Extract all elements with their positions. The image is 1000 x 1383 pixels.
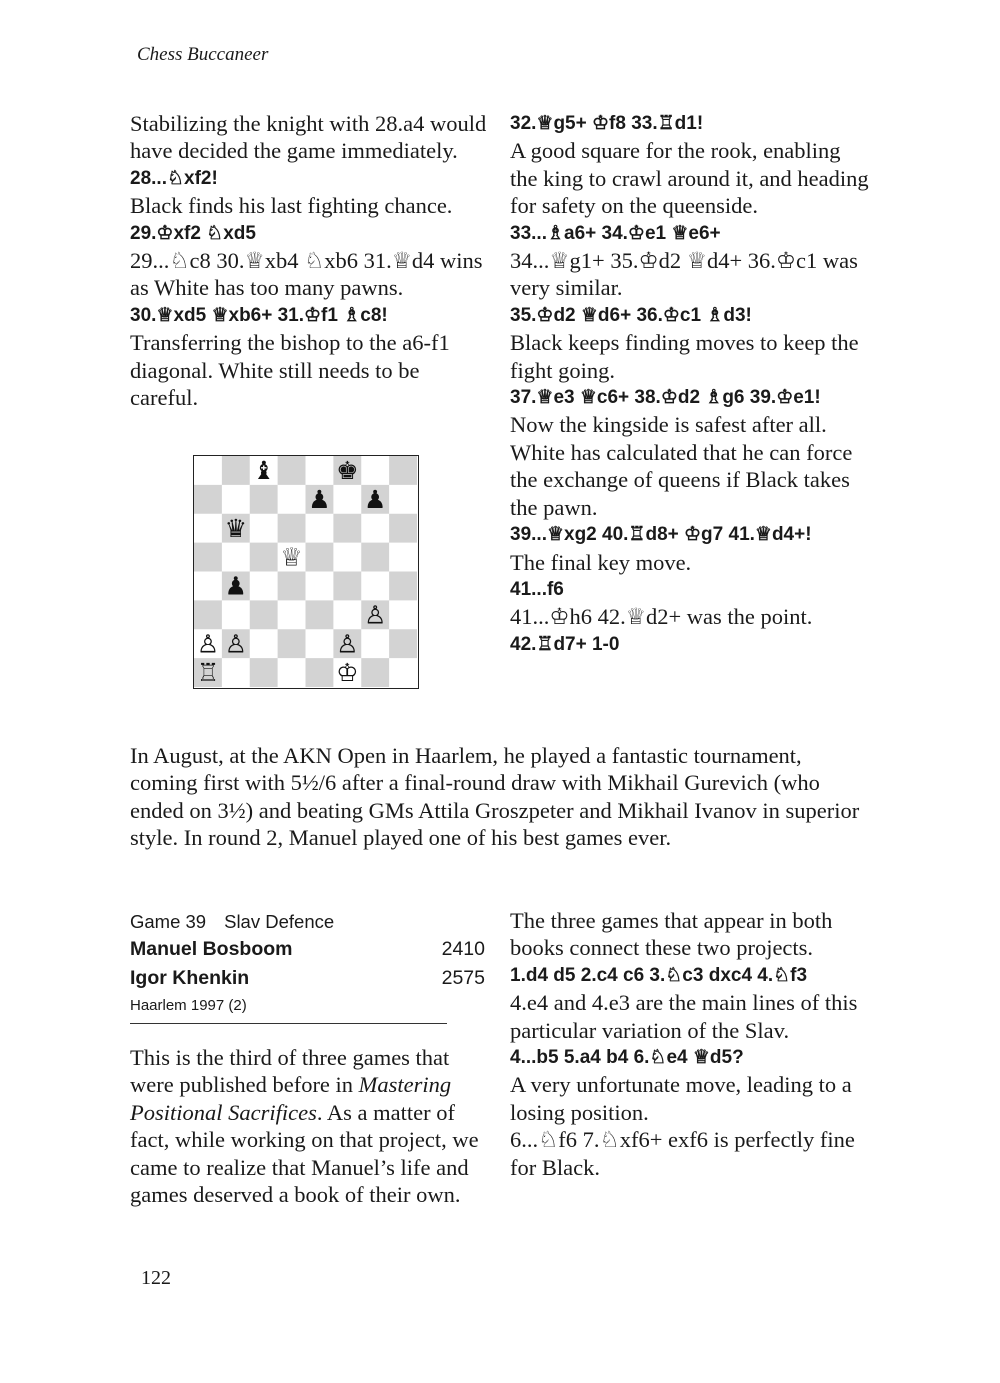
board-square bbox=[194, 600, 222, 629]
text-segment: . As a matter of fact, while working on that project, we came to realize that Manuel’s life and games deserved a book of their own. bbox=[130, 1099, 479, 1208]
board-square bbox=[250, 658, 278, 687]
board-square bbox=[361, 514, 389, 543]
move-line: 42.♖d7+ 1-0 bbox=[510, 633, 620, 655]
board-square bbox=[361, 543, 389, 572]
chess-piece-white: ♙ bbox=[196, 629, 220, 659]
board-square bbox=[389, 572, 417, 601]
board-square bbox=[306, 600, 334, 629]
board-square bbox=[306, 543, 334, 572]
move-line: 28...♘xf2! bbox=[130, 167, 218, 189]
board-square bbox=[333, 543, 361, 572]
board-square bbox=[250, 629, 278, 658]
board-square bbox=[333, 514, 361, 543]
chess-piece-white: ♙ bbox=[336, 629, 359, 659]
intro-paragraph: In August, at the AKN Open in Haarlem, he played a fantastic tournament, coming first with 5½/6 after a final-round draw with Mikhail Gurevich (who ended on 3½) and beating GMs Attila Groszpeter and Mikhail Ivanov in superior style. In round 2, Manuel played one of his best games ever. bbox=[130, 743, 860, 851]
move-line: 41...f6 bbox=[510, 578, 564, 600]
move-line: 32.♕g5+ ♔f8 33.♖d1! bbox=[510, 113, 704, 134]
board-square bbox=[222, 600, 250, 629]
board-square bbox=[389, 456, 417, 485]
page-number: 122 bbox=[141, 1267, 171, 1289]
board-square bbox=[389, 514, 417, 543]
move-line: 33...♗a6+ 34.♔e1 ♕e6+ bbox=[510, 222, 721, 244]
chess-piece-black: ♟ bbox=[308, 484, 331, 514]
board-square bbox=[222, 485, 250, 514]
chess-board bbox=[194, 456, 417, 687]
move-line: 1.d4 d5 2.c4 c6 3.♘c3 dxc4 4.♘f3 bbox=[510, 964, 808, 986]
text-segment: This is the third of three games that were published before in bbox=[130, 1045, 450, 1098]
chess-piece-white: ♔ bbox=[336, 658, 359, 687]
chess-piece-white: ♖ bbox=[196, 658, 220, 687]
board-square bbox=[389, 543, 417, 572]
board-square bbox=[222, 543, 250, 572]
bottom-left-column bbox=[130, 1044, 490, 1208]
top-left-column bbox=[130, 110, 490, 411]
board-square bbox=[250, 514, 278, 543]
board-square bbox=[278, 572, 306, 601]
heading-divider bbox=[130, 1023, 447, 1024]
game-number: Game 39 bbox=[130, 911, 207, 932]
chess-piece-white: ♙ bbox=[224, 629, 248, 659]
board-square bbox=[250, 543, 278, 572]
chess-piece-black: ♛ bbox=[224, 513, 248, 543]
event-label: Haarlem 1997 (2) bbox=[130, 997, 247, 1014]
board-square bbox=[250, 600, 278, 629]
commentary: 4.e4 and 4.e3 are the main lines of this particular variation of the Slav. bbox=[510, 990, 858, 1043]
commentary: The three games that appear in both books connect these two projects. bbox=[510, 908, 833, 961]
book-title: Mastering Positional Sacrifices bbox=[130, 1072, 452, 1125]
board-square bbox=[278, 658, 306, 687]
running-head: Chess Buccaneer bbox=[137, 44, 269, 65]
chess-piece-black: ♟ bbox=[363, 484, 387, 514]
commentary: The final key move. bbox=[510, 549, 692, 575]
chess-piece-black: ♚ bbox=[336, 456, 359, 486]
board-square bbox=[389, 629, 417, 658]
move-line: 30.♕xd5 ♕xb6+ 31.♔f1 ♗c8! bbox=[130, 304, 388, 326]
board-square bbox=[222, 456, 250, 485]
board-square bbox=[194, 514, 222, 543]
board-square bbox=[194, 485, 222, 514]
board-square bbox=[389, 485, 417, 514]
board-square bbox=[389, 600, 417, 629]
board-square bbox=[306, 629, 334, 658]
bottom-right-column bbox=[510, 907, 870, 1181]
commentary: A good square for the rook, enabling the king to crawl around it, and heading for safety on the queenside. bbox=[510, 138, 869, 219]
commentary: 34...♕g1+ 35.♔d2 ♕d4+ 36.♔c1 was very similar. bbox=[510, 248, 858, 301]
commentary: Now the kingside is safest after all. White has calculated that he can force the exchange of queens if Black takes the pawn. bbox=[510, 412, 853, 520]
board-square bbox=[278, 485, 306, 514]
white-player-row bbox=[130, 935, 485, 964]
board-square bbox=[361, 572, 389, 601]
commentary: 29...♘c8 30.♕xb4 ♘xb6 31.♕d4 wins as White has too many pawns. bbox=[130, 248, 483, 301]
black-player-name: Igor Khenkin bbox=[130, 966, 250, 989]
white-player-rating: 2410 bbox=[441, 938, 485, 960]
board-square bbox=[333, 572, 361, 601]
board-square bbox=[306, 658, 334, 687]
board-square bbox=[333, 485, 361, 514]
opening-name: Slav Defence bbox=[224, 911, 335, 932]
game-event bbox=[130, 992, 485, 1020]
move-line: 35.♔d2 ♕d6+ 36.♔c1 ♗d3! bbox=[510, 304, 752, 326]
board-square bbox=[333, 600, 361, 629]
chess-diagram bbox=[193, 455, 419, 689]
board-square bbox=[194, 572, 222, 601]
game-heading bbox=[130, 908, 485, 1020]
board-square bbox=[250, 572, 278, 601]
board-square bbox=[222, 658, 250, 687]
board-square bbox=[278, 600, 306, 629]
board-square bbox=[389, 658, 417, 687]
commentary: 6...♘f6 7.♘xf6+ exf6 is perfectly fine for Black. bbox=[510, 1127, 855, 1180]
board-square bbox=[278, 514, 306, 543]
board-square bbox=[361, 456, 389, 485]
board-square bbox=[278, 456, 306, 485]
black-player-rating: 2575 bbox=[441, 966, 485, 989]
board-square bbox=[194, 543, 222, 572]
chess-piece-white: ♕ bbox=[280, 542, 303, 572]
chess-piece-black: ♟ bbox=[224, 571, 248, 601]
board-square bbox=[306, 572, 334, 601]
commentary: A very unfortunate move, leading to a losing position. bbox=[510, 1072, 852, 1125]
move-line: 39...♕xg2 40.♖d8+ ♔g7 41.♕d4+! bbox=[510, 524, 812, 546]
move-line: 29.♔xf2 ♘xd5 bbox=[130, 222, 256, 244]
board-square bbox=[306, 456, 334, 485]
board-square bbox=[278, 629, 306, 658]
move-line: 37.♕e3 ♕c6+ 38.♔d2 ♗g6 39.♔e1! bbox=[510, 387, 821, 409]
white-player-name: Manuel Bosboom bbox=[130, 938, 293, 960]
board-square bbox=[250, 485, 278, 514]
board-square bbox=[306, 514, 334, 543]
bottom-left-paragraph bbox=[130, 1044, 490, 1208]
board-square bbox=[361, 629, 389, 658]
chess-piece-white: ♙ bbox=[363, 600, 387, 630]
commentary: 41...♔h6 42.♕d2+ was the point. bbox=[510, 604, 813, 630]
top-right-column bbox=[510, 110, 870, 658]
move-line: 4...b5 5.a4 b4 6.♘e4 ♕d5? bbox=[510, 1047, 744, 1069]
commentary: Stabilizing the knight with 28.a4 would have decided the game immediately. bbox=[130, 111, 487, 164]
black-player-row bbox=[130, 964, 485, 993]
commentary: Black finds his last fighting chance. bbox=[130, 193, 453, 219]
board-square bbox=[194, 456, 222, 485]
chess-piece-black: ♝ bbox=[252, 456, 275, 486]
board-square bbox=[361, 658, 389, 687]
commentary: Transferring the bishop to the a6-f1 diagonal. White still needs to be careful. bbox=[130, 330, 450, 411]
commentary: Black keeps finding moves to keep the fight going. bbox=[510, 330, 859, 383]
